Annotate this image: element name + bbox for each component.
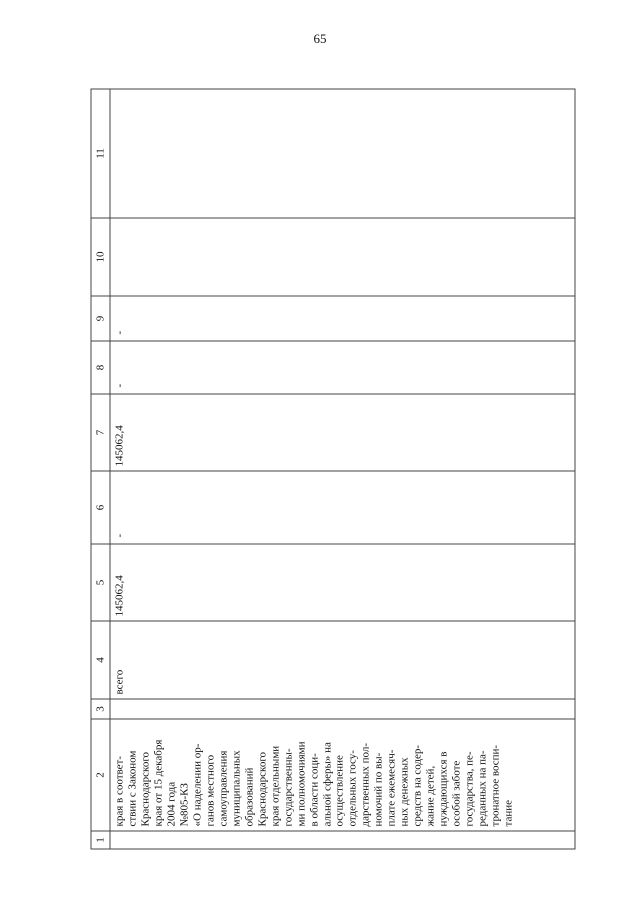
column-number-11: 11 bbox=[91, 89, 110, 218]
dash-col-6: - bbox=[113, 533, 126, 538]
column-number-1: 1 bbox=[91, 831, 110, 849]
column-number-6: 6 bbox=[91, 471, 110, 544]
column-number-9: 9 bbox=[91, 296, 110, 341]
cell-col-9 bbox=[110, 296, 575, 341]
column-number-3: 3 bbox=[91, 699, 110, 719]
column-number-7: 7 bbox=[91, 394, 110, 471]
cell-col-11 bbox=[110, 89, 575, 218]
cell-col-1 bbox=[110, 831, 575, 849]
column-number-10: 10 bbox=[91, 218, 110, 296]
column-number-4: 4 bbox=[91, 621, 110, 699]
column-number-5: 5 bbox=[91, 544, 110, 621]
column-number-2: 2 bbox=[91, 719, 110, 831]
dash-col-8: - bbox=[113, 383, 126, 388]
cell-col-8 bbox=[110, 341, 575, 394]
cell-amount-col-5: 145062,4 bbox=[110, 544, 575, 621]
budget-table bbox=[91, 89, 576, 850]
page-number: 65 bbox=[313, 31, 327, 46]
cell-legal-basis-text: края в соответ- ствии с Законом Краснодарского края от 15 декабря 2004 года №805-КЗ «О наделении ор- ганов местного самоуправления муниципальных образований Краснодарского края отдельными государственны- ми полномочиями в области соци- альной сферы» на осуществление отдельных госу- дарственных пол- номочий по вы- плате ежемесяч- ных денежных средств на содер- жание детей, нуждающихся в особой заботе государства, пе- реданных на па- тронатное воспи- тание bbox=[110, 719, 575, 831]
table-row bbox=[110, 89, 575, 849]
cell-total-label: всего bbox=[110, 621, 575, 699]
column-number-row bbox=[91, 89, 110, 849]
rotated-table-sheet bbox=[91, 90, 576, 850]
cell-col-6 bbox=[110, 471, 575, 544]
column-number-8: 8 bbox=[91, 341, 110, 394]
dash-col-9: - bbox=[113, 330, 126, 335]
cell-col-10 bbox=[110, 218, 575, 296]
cell-col-3 bbox=[110, 699, 575, 719]
cell-amount-col-7: 145062,4 bbox=[110, 394, 575, 471]
